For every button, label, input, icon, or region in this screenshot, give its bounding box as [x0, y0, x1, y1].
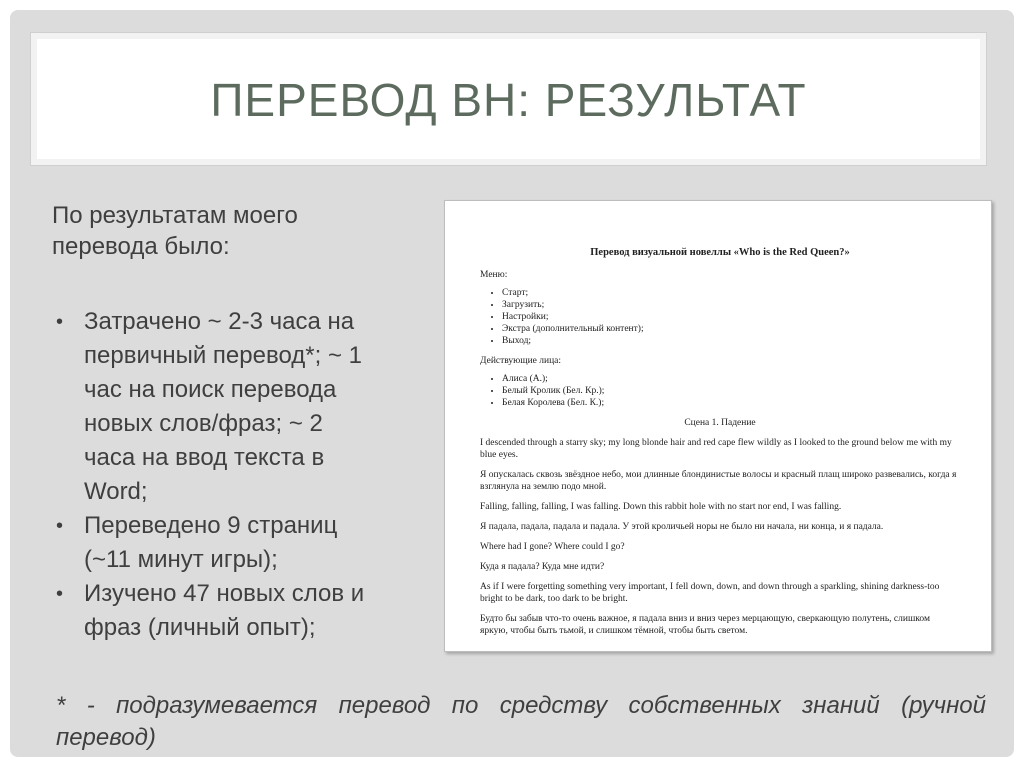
title-box — [30, 32, 987, 166]
document-paragraph: Where had I gone? Where could I go? — [480, 542, 625, 552]
bullet-line: Затрачено ~ 2-3 часа на — [84, 308, 355, 335]
document-screenshot — [444, 200, 992, 652]
bullet-item — [52, 509, 432, 577]
document-paragraph: Я опускалась сквозь звёздное небо, мои длинные блондинистые волосы и красный плащ широко развевались, когда я взглянула на землю подо мной. — [480, 470, 957, 492]
cast-list-item: • Белая Королева (Бел. К.); — [502, 397, 960, 409]
menu-list-item: • Выход; — [502, 335, 960, 347]
bullet-line: час на поиск перевода — [84, 376, 337, 403]
bullet-line: фраз (личный опыт); — [84, 614, 316, 641]
bullet-dot-icon: • — [56, 515, 64, 537]
document-title: Перевод визуальной новеллы «Who is the Red Queen?» — [590, 247, 850, 258]
intro-text — [52, 200, 412, 262]
bullet-line: часа на ввод текста в — [84, 444, 325, 471]
bullet-item — [52, 305, 432, 509]
intro-line: перевода было: — [52, 233, 230, 260]
document-paragraph: Falling, falling, falling, I was falling. Down this rabbit hole with no start nor end, I was falling. — [480, 502, 842, 512]
bullet-line: Переведено 9 страниц — [84, 512, 338, 539]
document-paragraph: As if I were forgetting something very important, I fell down, down, and down through a sparkling, shining darkness-too bright to be dark, too dark to be bright. — [480, 582, 940, 604]
document-paragraph: Куда я падала? Куда мне идти? — [480, 562, 605, 572]
document-paragraph: Будто бы забыв что-то очень важное, я падала вниз и вниз через мерцающую, сверкающую полутень, слишком яркую, чтобы быть тьмой, и слишком тёмной, чтобы быть светом. — [480, 614, 930, 636]
cast-list-item: • Белый Кролик (Бел. Кр.); — [502, 385, 960, 397]
menu-list-item: • Экстра (дополнительный контент); — [502, 323, 960, 335]
bullet-dot-icon: • — [56, 583, 64, 605]
bullet-line: Word; — [84, 478, 148, 505]
footnote-line: * - подразумевается перевод по средству собственных знаний (ручной — [56, 692, 986, 719]
cast-list-item: • Алиса (А.); — [502, 373, 960, 385]
slide-title: ПЕРЕВОД ВН: РЕЗУЛЬТАТ — [210, 74, 807, 126]
intro-line: По результатам моего — [52, 202, 298, 229]
document-paragraph: Я падала, падала, падала и падала. У этой кроличьей норы не было ни начала, ни конца, и я падала. — [480, 522, 884, 532]
bullet-line: Изучено 47 новых слов и — [84, 580, 365, 607]
bullet-dot-icon: • — [56, 311, 64, 333]
menu-list-item: • Старт; — [502, 287, 960, 299]
bullet-item — [52, 577, 432, 645]
bullet-list — [52, 305, 432, 645]
bullet-line: (~11 минут игры); — [84, 546, 278, 573]
menu-list-item: • Загрузить; — [502, 299, 960, 311]
document-body — [480, 247, 960, 645]
document-paragraph: I descended through a starry sky; my long blonde hair and red cape flew wildly as I looked to the ground below me with my blue eyes. — [480, 438, 952, 460]
bullet-line: первичный перевод*; ~ 1 — [84, 342, 362, 369]
bullet-line: новых слов/фраз; ~ 2 — [84, 410, 323, 437]
cast-list — [480, 373, 960, 409]
scene-title: Сцена 1. Падение — [684, 418, 756, 428]
menu-list — [480, 287, 960, 347]
cast-label: Действующие лица: — [480, 356, 562, 366]
menu-label: Меню: — [480, 270, 508, 280]
footnote-line: перевод) — [56, 724, 156, 751]
menu-list-item: • Настройки; — [502, 311, 960, 323]
slide — [10, 10, 1014, 757]
